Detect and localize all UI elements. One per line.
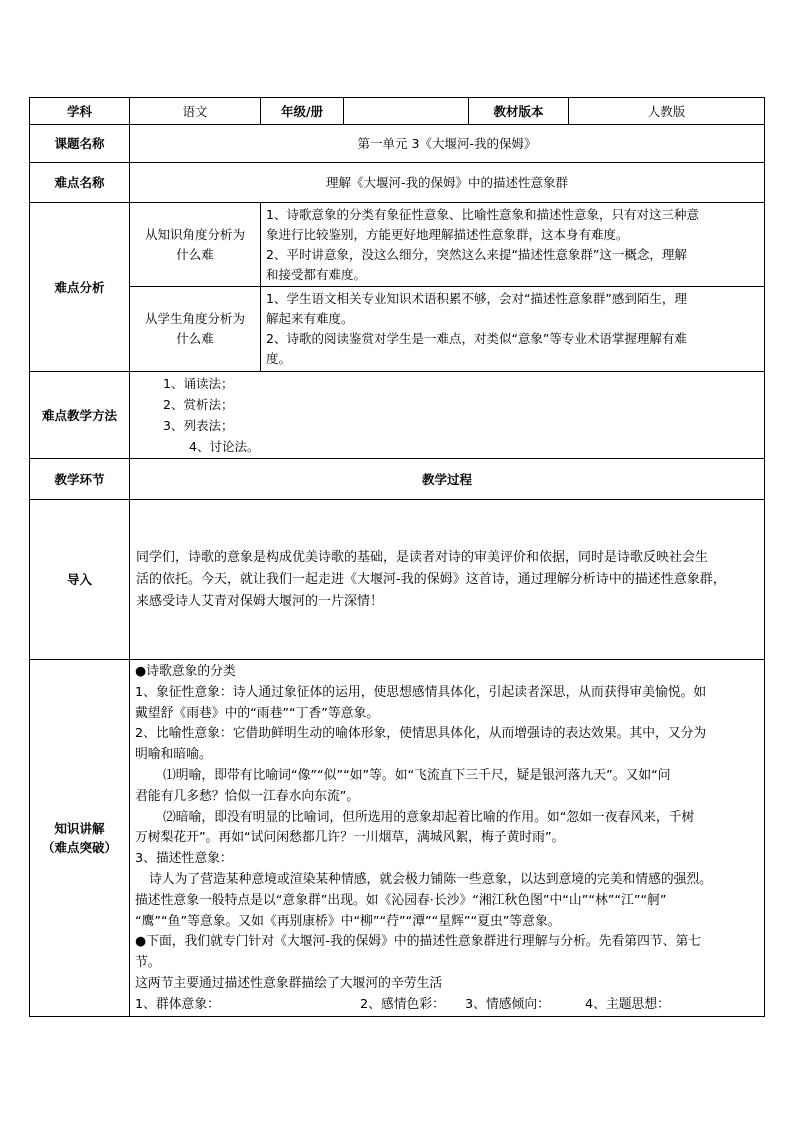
method-item: 1、诵读法； <box>163 376 234 391</box>
knowledge-line: 象进行比较鉴别，方能更好地理解描述性意象群，这本身有难度。 <box>266 226 629 242</box>
difficulty-value: 理解《大堰河-我的保姆》中的描述性意象群 <box>130 163 765 203</box>
method-item: 3、列表法； <box>163 418 234 433</box>
knowledge-text-line: ⑵暗喻，即没有明显的比喻词，但所选用的意象却起着比喻的作用。如“忽如一夜春风来，千树 <box>163 809 695 825</box>
difficulty-label: 难点名称 <box>30 163 130 203</box>
student-line: 2、诗歌的阅读鉴赏对学生是一难点，对类似“意象”等专业术语掌握理解有难 <box>266 331 687 346</box>
intro-content <box>130 500 765 660</box>
knowledge-text-line: 描述性意象一般特点是以“意象群”出现。如《沁园春·长沙》“湘江秋色图”中“山”“林”“江”“舸” <box>135 892 667 908</box>
lesson-label: 课题名称 <box>30 125 130 163</box>
analysis-student-row <box>30 287 765 372</box>
knowledge-text-line: 诗人为了营造某种意境或渲染某种情感，就会极力铺陈一些意象，以达到意境的完美和情感的强烈。 <box>149 871 713 887</box>
intro-row <box>30 500 765 660</box>
student-angle-content <box>261 287 765 372</box>
lesson-plan-table <box>29 97 765 1017</box>
knowledge-text-line: ●下面，我们就专门针对《大堰河-我的保姆》中的描述性意象群进行理解与分析。先看第四节、第七 <box>135 934 702 950</box>
knowledge-text-line: 戴望舒《雨巷》中的“雨巷”“丁香”等意象。 <box>135 705 380 721</box>
analysis-knowledge-row <box>30 203 765 287</box>
grade-label: 年级/册 <box>261 98 344 125</box>
methods-content <box>130 372 765 459</box>
method-item: 2、赏析法； <box>163 397 234 412</box>
knowledge-angle-label <box>130 203 261 287</box>
subject-value: 语文 <box>130 98 261 125</box>
knowledge-text-line: ⑴明喻，即带有比喻词“像”“似”“如”等。如“飞流直下三千尺，疑是银河落九天”。又如“问 <box>163 767 671 783</box>
knowledge-angle-text: 从知识角度分析为什么难 <box>144 226 245 262</box>
knowledge-label-main: 知识讲解 <box>54 820 105 836</box>
knowledge-text-line: 1、象征性意象：诗人通过象征体的运用，使思想感情具体化，引起读者深思，从而获得审美愉悦。如 <box>135 684 707 700</box>
emotion-color-item: 2、感情色彩： <box>360 996 445 1012</box>
knowledge-bottom-line <box>135 995 759 1016</box>
difficulty-row <box>30 163 765 203</box>
knowledge-row <box>30 660 765 1017</box>
intro-line: 同学们，诗歌的意象是构成优美诗歌的基础，是读者对诗的审美评价和依据，同时是诗歌反映社会生 <box>136 549 709 565</box>
knowledge-line: 1、诗歌意象的分类有象征性意象、比喻性意象和描述性意象，只有对这三种意 <box>266 206 699 222</box>
methods-label: 难点教学方法 <box>30 372 130 459</box>
knowledge-label-sub: （难点突破） <box>41 839 117 855</box>
grade-value <box>344 98 469 125</box>
intro-label: 导入 <box>30 500 130 660</box>
process-label: 教学过程 <box>130 459 765 500</box>
method-item: 4、讨论法。 <box>189 439 260 454</box>
student-line: 度。 <box>266 351 292 366</box>
header-row <box>30 98 765 125</box>
lesson-row <box>30 125 765 163</box>
intro-line: 活的依托。今天，就让我们一起走进《大堰河-我的保姆》这首诗，通过理解分析诗中的描述性意象群， <box>136 571 726 587</box>
knowledge-text-line: 万树梨花开”。再如“试问闲愁都几许？一川烟草，满城风絮，梅子黄时雨”。 <box>135 830 565 846</box>
methods-row <box>30 372 765 459</box>
student-angle-label <box>130 287 261 372</box>
knowledge-angle-content <box>261 203 765 287</box>
emotion-tendency-item: 3、情感倾向： <box>465 996 550 1012</box>
knowledge-text-line: 3、描述性意象： <box>135 851 233 867</box>
intro-line: 来感受诗人艾青对保姆大堰河的一片深情！ <box>136 593 384 609</box>
edition-label: 教材版本 <box>469 98 569 125</box>
edition-value: 人教版 <box>569 98 765 125</box>
knowledge-label <box>30 660 130 1017</box>
knowledge-text-line: ●诗歌意象的分类 <box>135 664 236 679</box>
process-header-row <box>30 459 765 500</box>
knowledge-text-line: “鹰”“鱼”等意象。又如《再别康桥》中“柳”“荇”“潭”“星辉”“夏虫”等意象。 <box>135 913 561 929</box>
knowledge-text-line: 君能有几多愁？恰似一江春水向东流”。 <box>135 788 360 804</box>
knowledge-line: 2、平时讲意象，没这么细分，突然这么来提“描述性意象群”这一概念，理解 <box>266 246 687 262</box>
student-line: 解起来有难度。 <box>266 311 354 326</box>
subject-label: 学科 <box>30 98 130 125</box>
knowledge-text-line: 这两节主要通过描述性意象群描绘了大堰河的辛劳生活 <box>135 975 443 991</box>
knowledge-text-line: 节。 <box>135 955 161 971</box>
knowledge-text-line: 明喻和暗喻。 <box>135 747 212 763</box>
knowledge-content <box>130 660 765 1017</box>
student-angle-text: 从学生角度分析为什么难 <box>144 311 245 346</box>
theme-item: 4、主题思想： <box>585 996 670 1012</box>
knowledge-line: 和接受都有难度。 <box>266 266 367 282</box>
knowledge-text-line: 1、群体意象： <box>135 996 220 1012</box>
student-line: 1、学生语文相关专业知识术语积累不够，会对“描述性意象群”感到陌生，理 <box>266 291 687 306</box>
stage-label: 教学环节 <box>30 459 130 500</box>
analysis-label: 难点分析 <box>30 203 130 372</box>
knowledge-text-line: 2、比喻性意象：它借助鲜明生动的喻体形象，使情思具体化，从而增强诗的表达效果。其中，又分为 <box>135 726 707 742</box>
lesson-value: 第一单元 3《大堰河-我的保姆》 <box>130 125 765 163</box>
